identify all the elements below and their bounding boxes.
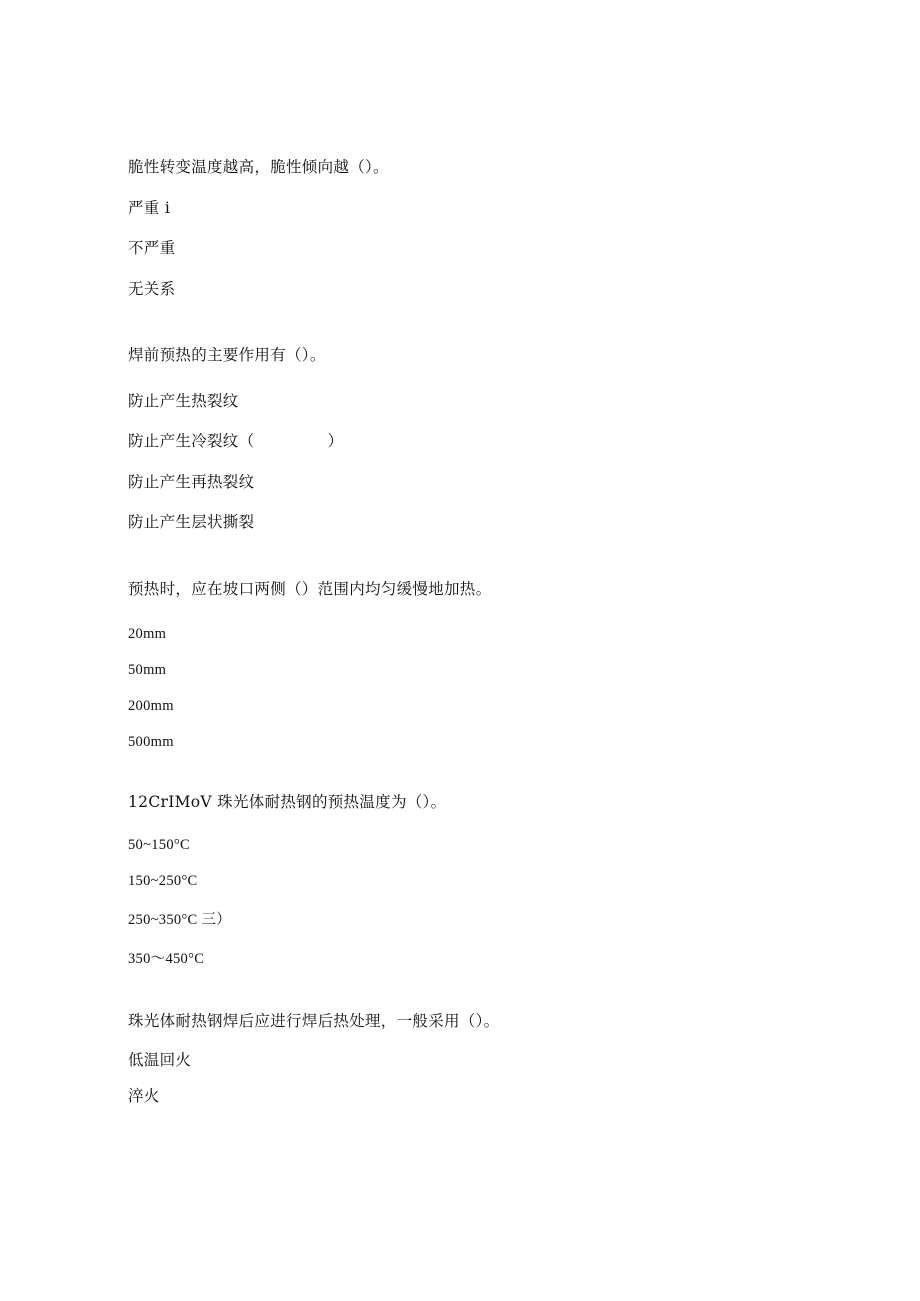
question-5-option-a: 低温回火 [128, 1051, 192, 1069]
question-3-option-c: 200mm [128, 698, 174, 714]
question-4-option-b: 150~250°C [128, 873, 198, 889]
question-4-option-a: 50~150°C [128, 837, 190, 853]
question-2-option-c: 防止产生再热裂纹 [128, 473, 255, 491]
question-3-stem: 预热时，应在坡口两侧（）范围内均匀缓慢地加热。 [128, 580, 492, 598]
question-2-stem: 焊前预热的主要作用有（）。 [128, 346, 326, 364]
question-1-option-a: 严重 i [128, 199, 171, 217]
question-2-option-b: 防止产生冷裂纹（ ） [128, 432, 344, 450]
question-3-option-d: 500mm [128, 734, 174, 750]
question-2-option-a: 防止产生热裂纹 [128, 392, 239, 410]
question-3-option-b: 50mm [128, 662, 167, 678]
question-1-option-c: 无关系 [128, 280, 176, 298]
question-4-option-d: 350～450°C [128, 951, 205, 967]
question-5-option-b: 淬火 [128, 1087, 160, 1105]
question-4-stem: 12CrIMoV 珠光体耐热钢的预热温度为（）。 [128, 793, 447, 811]
question-2-option-d: 防止产生层状撕裂 [128, 513, 255, 531]
question-5-stem: 珠光体耐热钢焊后应进行焊后热处理，一般采用（）。 [128, 1012, 500, 1030]
question-1-option-b: 不严重 [128, 239, 176, 257]
question-4-option-c: 250~350°C 三） [128, 912, 232, 928]
question-3-option-a: 20mm [128, 626, 167, 642]
question-1-stem: 脆性转变温度越高，脆性倾向越（）。 [128, 158, 389, 176]
